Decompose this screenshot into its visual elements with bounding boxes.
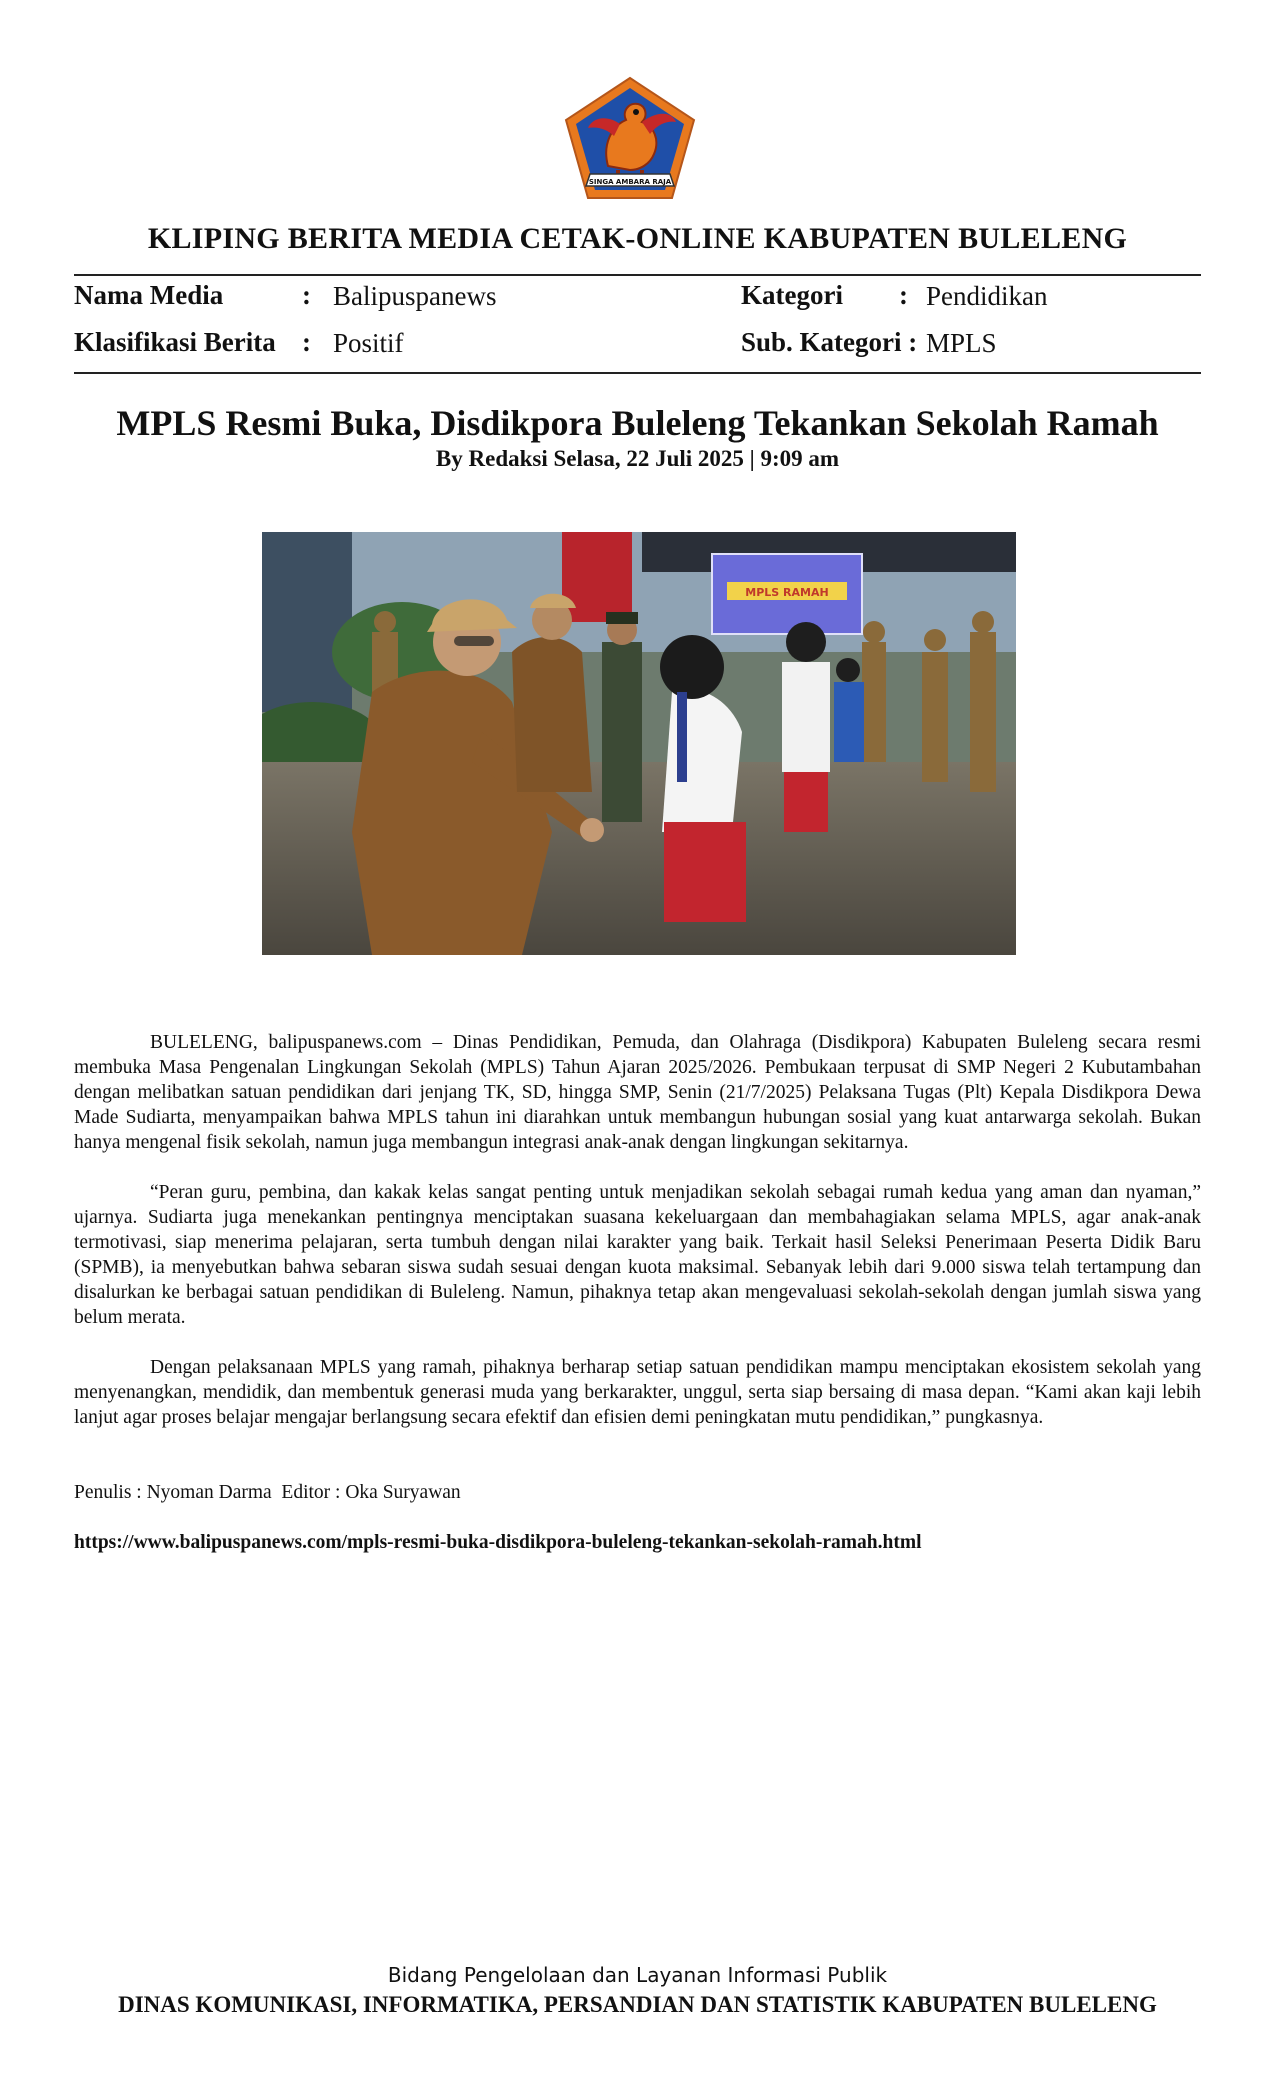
article-paragraph: “Peran guru, pembina, dan kakak kelas sangat penting untuk menjadikan sekolah sebagai rumah kedua yang aman dan nyaman,” ujarnya. Sudiarta juga menekankan pentingnya menciptakan suasana kekeluargaan dan membahagiakan selama MPLS, agar anak-anak termotivasi, siap menerima pelajaran, serta tumbuh dengan nilai karakter yang baik. Terkait hasil Seleksi Penerimaan Peserta Didik Baru (SPMB), ia menyebutkan bahwa sebaran siswa sudah sesuai dengan kuota maksimal. Sebanyak lebih dari 9.000 siswa telah tertampung dan disalurkan ke berbagai satuan pendidikan di Buleleng. Namun, pihaknya tetap akan mengevaluasi sekolah-sekolah dengan jumlah siswa yang belum merata. (74, 1182, 1201, 1328)
clipping-header-title: KLIPING BERITA MEDIA CETAK-ONLINE KABUPATEN BULELENG (147, 222, 1128, 255)
category-label: Kategori (741, 280, 843, 310)
mpls-ceremony-photo (262, 532, 1016, 955)
media-name-colon: : (302, 280, 311, 310)
classification-value: Positif (333, 328, 404, 358)
header-bottom-rule (74, 372, 1201, 374)
category-colon: : (899, 280, 908, 310)
article-source-url[interactable]: https://www.balipuspanews.com/mpls-resmi-buka-disdikpora-buleleng-tekankan-sekolah-ramah.html (74, 1532, 922, 1553)
footer-department: Bidang Pengelolaan dan Layanan Informasi Publik (387, 1963, 888, 1987)
article-photo (262, 532, 1016, 955)
footer-agency: DINAS KOMUNIKASI, INFORMATIKA, PERSANDIAN DAN STATISTIK KABUPATEN BULELENG (118, 1992, 1157, 2017)
header-top-rule (74, 274, 1201, 276)
classification-colon: : (302, 327, 311, 357)
classification-label: Klasifikasi Berita (74, 327, 276, 357)
article-body (74, 1030, 1201, 1455)
media-name-label: Nama Media (74, 280, 224, 310)
article-byline: By Redaksi Selasa, 22 Juli 2025 | 9:09 am (435, 446, 840, 471)
article-paragraph: Dengan pelaksanaan MPLS yang ramah, pihaknya berharap setiap satuan pendidikan mampu menciptakan ekosistem sekolah yang menyenangkan, mendidik, dan membentuk generasi muda yang berkarakter, unggul, serta siap bersaing di masa depan. “Kami akan kaji lebih lanjut agar proses belajar mengajar berlangsung secara efektif dan efisien demi peningkatan mutu pendidikan,” pungkasnya. (74, 1357, 1201, 1428)
singa-ambara-raja-emblem-icon (562, 74, 698, 202)
subcategory-value: MPLS (926, 328, 997, 358)
article-title: MPLS Resmi Buka, Disdikpora Buleleng Tekankan Sekolah Ramah (116, 403, 1159, 443)
regency-logo (562, 74, 698, 202)
article-paragraph: BULELENG, balipuspanews.com – Dinas Pendidikan, Pemuda, dan Olahraga (Disdikpora) Kabupaten Buleleng secara resmi membuka Masa Pengenalan Lingkungan Sekolah (MPLS) Tahun Ajaran 2025/2026. Pembukaan terpusat di SMP Negeri 2 Kubutambahan dengan melibatkan satuan pendidikan dari jenjang TK, SD, hingga SMP, Senin (21/7/2025) Pelaksana Tugas (Plt) Kepala Disdikpora Dewa Made Sudiarta, menyampaikan bahwa MPLS tahun ini diarahkan untuk membangun hubungan sosial yang kuat antarwarga sekolah. Bukan hanya mengenal fisik sekolah, namun juga membangun integrasi anak-anak dengan lingkungan sekitarnya. (74, 1032, 1201, 1153)
media-name-value: Balipuspanews (333, 281, 497, 311)
photo-banner-text: MPLS RAMAH (745, 586, 829, 599)
subcategory-label: Sub. Kategori : (741, 327, 918, 357)
category-value: Pendidikan (926, 281, 1048, 311)
article-credits: Penulis : Nyoman Darma Editor : Oka Suryawan (74, 1482, 461, 1503)
logo-ribbon-text: SINGA AMBARA RAJA (588, 178, 672, 186)
